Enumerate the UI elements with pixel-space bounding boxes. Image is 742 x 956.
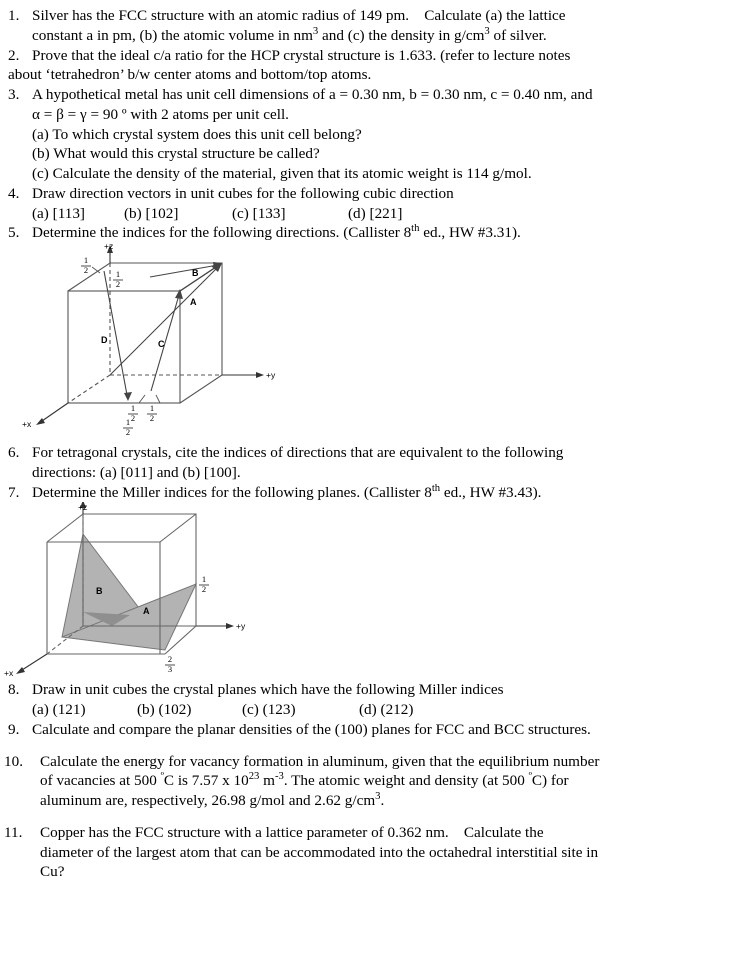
cube-edge-to-top-right — [160, 514, 196, 542]
plane-label-a: A — [143, 606, 150, 617]
problem-7 — [0, 483, 742, 503]
figure-planes-svg — [0, 502, 742, 680]
fraction-5-denominator: 2 — [125, 427, 131, 437]
fraction-4-numerator: 1 — [149, 403, 155, 413]
axis-x-line — [42, 403, 68, 421]
vector-d-arrow — [124, 392, 132, 401]
fraction-2-numerator: 1 — [115, 269, 121, 279]
problem-10-text-c: m — [259, 772, 275, 790]
axis-x-label: +x — [22, 419, 32, 429]
problem-4-option-c: (c) [133] — [232, 204, 286, 222]
problem-10-text-f: aluminum are, respectively, 26.98 g/mol and 2.62 g/cm — [40, 792, 376, 809]
fraction-1-denominator: 2 — [83, 265, 89, 275]
problem-5-ordinal-sup: th — [411, 223, 420, 235]
problem-7-text-post: ed., HW #3.43). — [440, 483, 542, 501]
problem-10-degree-1: º — [160, 771, 164, 783]
problem-8-option-d: (d) (212) — [359, 701, 414, 718]
fraction-3-numerator: 1 — [130, 403, 136, 413]
problem-9-line-1: Calculate and compare the planar densities of the (100) planes for FCC and BCC structures. — [32, 720, 591, 738]
axis-x-arrow — [16, 667, 25, 674]
problem-6 — [0, 443, 742, 483]
problem-2-number: 2. — [8, 46, 20, 64]
problem-10-degree-2: º — [528, 771, 532, 783]
problem-11-line-3: Cu? — [40, 863, 65, 881]
problem-6-number: 6. — [8, 444, 20, 461]
problem-5 — [0, 223, 742, 243]
fraction-3-denominator: 2 — [130, 413, 136, 423]
problem-1-line-1: Silver has the FCC structure with an atomic radius of 149 pm. Calculate (a) the lattice — [32, 7, 566, 24]
tick-bottom-right — [156, 395, 160, 403]
plane-label-b: B — [96, 586, 103, 597]
cube-hidden-diagonal — [68, 375, 110, 403]
problem-10-text-g: . — [380, 792, 385, 809]
figure-directions — [0, 243, 742, 443]
problem-4-number: 4. — [8, 184, 20, 202]
problem-3-option-c: (c) Calculate the density of the material, given that its atomic weight is 114 g/mol. — [32, 165, 532, 182]
axis-y-label: +y — [266, 370, 276, 380]
problem-10-text-d: . The atomic weight and density (at 500 — [283, 772, 529, 790]
fraction-5-numerator: 1 — [125, 417, 131, 427]
problem-1-number: 1. — [8, 7, 20, 24]
vector-label-b: B — [192, 268, 199, 278]
problem-8 — [0, 680, 742, 720]
axis-z-label: +z — [104, 243, 114, 251]
plane-fraction-1-numerator: 1 — [201, 574, 207, 585]
problem-10-number: 10. — [4, 752, 23, 770]
problem-1-line-2-part-3: of silver. — [489, 26, 547, 44]
problem-10-line-3 — [40, 791, 734, 811]
problem-3-line-1: A hypothetical metal has unit cell dimensions of a = 0.30 nm, b = 0.30 nm, c = 0.40 nm, and — [32, 86, 593, 103]
problem-9-number: 9. — [8, 720, 20, 738]
vector-c-line — [151, 295, 179, 391]
problem-11-number: 11. — [4, 823, 23, 841]
vector-a-line — [110, 267, 218, 375]
problem-8-option-b: (b) (102) — [137, 701, 192, 718]
problem-1-line-2-part-1: constant a in pm, (b) the atomic volume in nm — [32, 26, 313, 44]
problem-1-line-2-part-2: and (c) the density in g/cm — [318, 26, 485, 44]
problem-8-option-c: (c) (123) — [242, 701, 296, 718]
problem-8-option-a: (a) (121) — [32, 701, 86, 718]
problem-11-line-2: diameter of the largest atom that can be accommodated into the octahedral interstitial site in — [40, 843, 599, 861]
problem-7-number: 7. — [8, 483, 20, 501]
vector-b-line-2 — [180, 265, 219, 291]
vector-b-line — [150, 265, 218, 277]
vector-label-c: C — [158, 339, 165, 349]
axis-z-label: +z — [78, 502, 88, 513]
vector-label-a: A — [190, 297, 197, 307]
problem-8-number: 8. — [8, 681, 20, 699]
problem-10-text-a: of vacancies at 500 — [40, 772, 161, 790]
problem-10-line-2 — [40, 771, 734, 791]
fraction-1-numerator: 1 — [83, 255, 89, 265]
axis-x-line — [22, 654, 47, 670]
document-page — [0, 6, 742, 956]
problem-7-ordinal-sup: th — [431, 482, 441, 494]
figure-directions-svg — [0, 243, 742, 443]
axis-x-label: +x — [4, 668, 14, 679]
problem-4-line-1: Draw direction vectors in unit cubes for the following cubic direction — [32, 184, 454, 202]
problem-3-option-b: (b) What would this crystal structure be called? — [32, 145, 320, 163]
problem-1 — [0, 6, 742, 46]
plane-fraction-2-denominator: 3 — [167, 664, 173, 675]
problem-11-line-1: Copper has the FCC structure with a lattice parameter of 0.362 nm. Calculate the — [40, 823, 544, 841]
problem-10-text-e: C) for — [531, 772, 569, 790]
problem-8-options — [32, 700, 734, 720]
fraction-2-denominator: 2 — [115, 279, 121, 289]
problem-2 — [0, 46, 742, 66]
fraction-4-denominator: 2 — [149, 413, 155, 423]
problem-6-line-2: directions: (a) [011] and (b) [100]. — [32, 463, 241, 481]
problem-10-exponent-1: 23 — [248, 771, 260, 783]
problem-4-option-a: (a) [113] — [32, 204, 85, 222]
cube-back-edges — [68, 263, 222, 375]
problem-2-line-2: about ‘tetrahedron’ b/w center atoms and bottom/top atoms. — [8, 66, 372, 84]
problem-3-number: 3. — [8, 86, 20, 103]
problem-10-line-1: Calculate the energy for vacancy formation in aluminum, given that the equilibrium number — [40, 752, 600, 770]
vector-label-d: D — [101, 335, 108, 345]
problem-10-text-b: C is 7.57 x 10 — [163, 772, 249, 790]
problem-2-line-1: Prove that the ideal c/a ratio for the HCP crystal structure is 1.633. (refer to lecture notes — [32, 46, 571, 64]
problem-4-options — [32, 204, 734, 224]
problem-10-exponent-2: -3 — [274, 771, 284, 783]
problem-7-text-pre: Determine the Miller indices for the following planes. (Callister 8 — [32, 483, 432, 501]
problem-4 — [0, 184, 742, 224]
problem-5-text-pre: Determine the indices for the following directions. (Callister 8 — [32, 224, 412, 242]
problem-6-line-1: For tetragonal crystals, cite the indices of directions that are equivalent to the following — [32, 444, 564, 461]
problem-5-text-post: ed., HW #3.31). — [419, 224, 521, 242]
problem-1-sup-2: 3 — [484, 25, 490, 37]
problem-8-line-1: Draw in unit cubes the crystal planes which have the following Miller indices — [32, 681, 504, 699]
problem-10 — [0, 752, 742, 811]
problem-10-exponent-3: 3 — [375, 790, 381, 802]
axis-y-arrow — [256, 372, 264, 378]
problem-9 — [0, 720, 742, 740]
problem-1-sup-1: 3 — [312, 25, 319, 37]
plane-shapes — [62, 534, 196, 650]
problem-3-option-a: (a) To which crystal system does this unit cell belong? — [32, 125, 362, 143]
problem-7-line-1 — [32, 483, 734, 503]
problem-11 — [0, 823, 742, 882]
problem-3 — [0, 85, 742, 184]
axis-x-arrow — [36, 418, 45, 425]
problem-1-line-2 — [32, 26, 734, 46]
axis-y-label: +y — [236, 621, 246, 632]
plane-fraction-2-numerator: 2 — [167, 654, 173, 665]
problem-5-line-1 — [32, 223, 734, 243]
problem-3-line-2: α = β = γ = 90 º with 2 atoms per unit cell. — [32, 105, 289, 123]
problem-4-option-d: (d) [221] — [348, 204, 403, 222]
axis-y-arrow — [226, 623, 234, 629]
plane-fraction-1-denominator: 2 — [201, 584, 207, 595]
problem-4-option-b: (b) [102] — [124, 204, 179, 222]
cube-bottom-right-edge — [180, 375, 222, 403]
tick-bottom-left — [139, 395, 145, 403]
problem-5-number: 5. — [8, 224, 20, 242]
figure-planes — [0, 502, 742, 680]
